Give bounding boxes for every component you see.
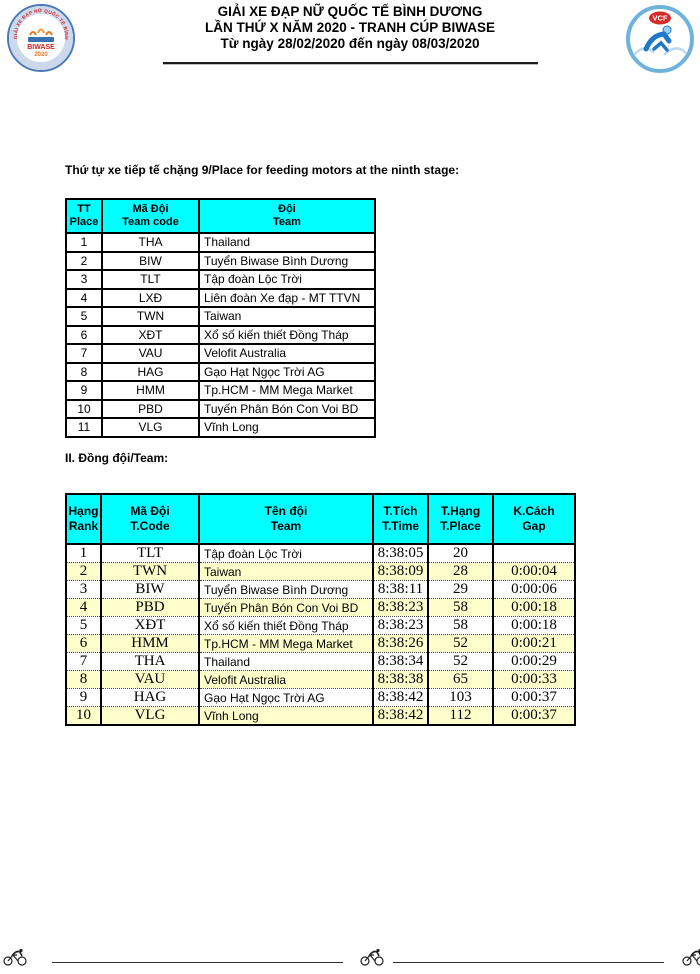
cell-team-name: Tp.HCM - MM Mega Market: [199, 635, 373, 653]
cell-gap: 0:00:37: [493, 689, 575, 707]
feeding-order-table: [65, 198, 376, 438]
cell-rank: 9: [66, 689, 101, 707]
cell-gap: 0:00:06: [493, 581, 575, 599]
cell-team-name: Tập đoàn Lộc Trời: [199, 270, 375, 289]
table-row: [66, 617, 575, 635]
cell-total-time: 8:38:09: [373, 563, 428, 581]
cell-team-code: VLG: [102, 418, 199, 437]
cell-total-time: 8:38:11: [373, 581, 428, 599]
cell-gap: 0:00:21: [493, 635, 575, 653]
cell-place: 11: [66, 418, 102, 437]
cell-rank: 3: [66, 581, 101, 599]
section1-title: Thứ tự xe tiếp tế chặng 9/Place for feeding motors at the ninth stage:: [65, 163, 460, 177]
cyclist-icon: [3, 948, 27, 966]
cell-team-name: Velofit Australia: [199, 671, 373, 689]
cell-total-time: 8:38:05: [373, 544, 428, 563]
cell-team-code: TLT: [102, 270, 199, 289]
cell-rank: 6: [66, 635, 101, 653]
cell-team-code: XĐT: [101, 617, 199, 635]
cell-team-name: Gạo Hạt Ngọc Trời AG: [199, 363, 375, 382]
cell-team-code: TLT: [101, 544, 199, 563]
cell-place: 10: [66, 400, 102, 419]
footer-line: [52, 962, 343, 963]
cell-total-time: 8:38:34: [373, 653, 428, 671]
table-row: [66, 563, 575, 581]
event-title-line-1: GIẢI XE ĐẠP NỮ QUỐC TẾ BÌNH DƯƠNG: [217, 4, 483, 19]
cell-team-code: VAU: [102, 344, 199, 363]
table-row: [66, 326, 375, 345]
table-row: [66, 671, 575, 689]
column-header-total-time: [373, 494, 428, 544]
cell-team-name: Liên đoàn Xe đạp - MT TTVN: [199, 289, 375, 308]
cell-team-name: Velofit Australia: [199, 344, 375, 363]
cell-rank: 2: [66, 563, 101, 581]
column-header-team-code: [101, 494, 199, 544]
column-header-line: Mã Đội: [130, 504, 170, 518]
column-header-line: Place: [69, 216, 99, 228]
table-row: [66, 599, 575, 617]
cell-total-time: 8:38:38: [373, 671, 428, 689]
cell-team-code: PBD: [102, 400, 199, 419]
column-header-line: T.Time: [381, 519, 420, 533]
cell-team-code: LXĐ: [102, 289, 199, 308]
cell-rank: 8: [66, 671, 101, 689]
vcf-logo-icon: [624, 3, 696, 75]
column-header-line: T.Place: [440, 519, 481, 533]
cell-team-code: XĐT: [102, 326, 199, 345]
cell-place: 2: [66, 252, 102, 271]
event-title-line-2: LẦN THỨ X NĂM 2020 - TRANH CÚP BIWASE: [205, 20, 495, 35]
column-header-line: Team: [273, 216, 301, 228]
table-row: [66, 544, 575, 563]
vcf-label-text: VCF: [652, 13, 668, 23]
column-header-rank: [66, 494, 101, 544]
table-row: [66, 689, 575, 707]
cell-total-place: 103: [428, 689, 493, 707]
cell-rank: 10: [66, 707, 101, 726]
cell-team-name: Tập đoàn Lộc Trời: [199, 544, 373, 563]
cell-total-time: 8:38:23: [373, 599, 428, 617]
cell-place: 8: [66, 363, 102, 382]
cell-place: 1: [66, 233, 102, 252]
cell-total-place: 29: [428, 581, 493, 599]
cell-rank: 7: [66, 653, 101, 671]
cell-team-name: Thailand: [199, 233, 375, 252]
cell-rank: 1: [66, 544, 101, 563]
cell-total-time: 8:38:42: [373, 689, 428, 707]
table-row: [66, 581, 575, 599]
column-header-line: Team code: [122, 216, 179, 228]
cell-place: 4: [66, 289, 102, 308]
team-standings-table-body: [66, 544, 575, 725]
table-row: [66, 270, 375, 289]
cell-team-name: Vĩnh Long: [199, 418, 375, 437]
column-header-line: T.Tích: [383, 504, 418, 518]
cell-team-name: Taiwan: [199, 563, 373, 581]
team-standings-table: [65, 493, 576, 726]
column-header-total-place: [428, 494, 493, 544]
column-header-team: [199, 199, 375, 233]
column-header-line: TT: [77, 203, 91, 215]
cell-team-name: Xổ số kiến thiết Đồng Tháp: [199, 617, 373, 635]
cell-team-code: HAG: [102, 363, 199, 382]
column-header-line: T.Hạng: [440, 504, 481, 518]
cell-total-place: 20: [428, 544, 493, 563]
column-header-line: T.Code: [130, 519, 170, 533]
cell-team-code: PBD: [101, 599, 199, 617]
table-row: [66, 400, 375, 419]
cell-gap: 0:00:18: [493, 599, 575, 617]
column-header-line: K.Cách: [513, 504, 555, 518]
column-header-line: Gap: [522, 519, 546, 533]
cell-total-place: 28: [428, 563, 493, 581]
table-row: [66, 381, 375, 400]
vcf-federation-logo: [624, 3, 696, 75]
cell-team-code: HMM: [102, 381, 199, 400]
cell-team-code: VLG: [101, 707, 199, 726]
cell-team-name: Tuyến Phân Bón Con Voi BD: [199, 599, 373, 617]
cell-team-code: BIW: [102, 252, 199, 271]
cell-team-code: HMM: [101, 635, 199, 653]
cell-team-name: Thailand: [199, 653, 373, 671]
column-header-line: Tên đội: [264, 504, 308, 518]
cell-team-name: Tuyển Biwase Bình Dương: [199, 252, 375, 271]
section2-title: II. Đồng đội/Team:: [65, 451, 169, 465]
cell-team-code: THA: [101, 653, 199, 671]
cell-team-code: TWN: [101, 563, 199, 581]
feeding-order-table-body: [66, 233, 375, 437]
table-row: [66, 363, 375, 382]
header-divider: [163, 62, 538, 64]
cell-rank: 4: [66, 599, 101, 617]
column-header-team-name: [199, 494, 373, 544]
cell-total-place: 52: [428, 653, 493, 671]
cell-gap: 0:00:18: [493, 617, 575, 635]
table-row: [66, 418, 375, 437]
table-row: [66, 307, 375, 326]
biwase-year-text: 2020: [34, 52, 48, 58]
cell-rank: 5: [66, 617, 101, 635]
cell-total-time: 8:38:42: [373, 707, 428, 726]
table-row: [66, 252, 375, 271]
column-header-line: Rank: [68, 519, 99, 533]
cell-gap: [493, 544, 575, 563]
cell-team-name: Xổ số kiến thiết Đồng Tháp: [199, 326, 375, 345]
column-header-line: Đội: [278, 203, 296, 215]
column-header-gap: [493, 494, 575, 544]
biwase-brand-text: BIWASE: [27, 44, 55, 51]
cell-total-place: 58: [428, 617, 493, 635]
cell-team-name: Taiwan: [199, 307, 375, 326]
cell-team-name: Tuyển Biwase Bình Dương: [199, 581, 373, 599]
biwase-logo-icon: [6, 3, 76, 73]
footer-line: [393, 962, 664, 963]
table-row: [66, 344, 375, 363]
column-header-line: Team: [270, 519, 302, 533]
column-header-line: Mã Đội: [132, 203, 169, 215]
cell-team-name: Tp.HCM - MM Mega Market: [199, 381, 375, 400]
cell-total-time: 8:38:23: [373, 617, 428, 635]
biwase-tournament-logo: [6, 3, 76, 73]
cell-gap: 0:00:37: [493, 707, 575, 726]
feeding-order-table-header: [66, 199, 375, 233]
cell-team-code: BIW: [101, 581, 199, 599]
cell-total-place: 58: [428, 599, 493, 617]
column-header-place: [66, 199, 102, 233]
cell-gap: 0:00:29: [493, 653, 575, 671]
table-row: [66, 289, 375, 308]
cell-total-place: 112: [428, 707, 493, 726]
event-title: [90, 4, 610, 52]
team-standings-table-header: [66, 494, 575, 544]
cell-team-code: HAG: [101, 689, 199, 707]
cell-place: 7: [66, 344, 102, 363]
cell-place: 5: [66, 307, 102, 326]
column-header-team-code: [102, 199, 199, 233]
table-row: [66, 635, 575, 653]
biwase-ring-text: GIẢI XE ĐẠP NỮ QUỐC TẾ BÌNH: [12, 8, 70, 41]
column-header-line: Hạng: [68, 504, 99, 518]
cell-team-name: Tuyến Phân Bón Con Voi BD: [199, 400, 375, 419]
table-row: [66, 233, 375, 252]
cell-place: 9: [66, 381, 102, 400]
table-row: [66, 653, 575, 671]
cyclist-icon: [682, 948, 700, 966]
cell-place: 3: [66, 270, 102, 289]
cell-team-code: THA: [102, 233, 199, 252]
cyclist-icon: [360, 948, 384, 966]
table-row: [66, 707, 575, 726]
cell-gap: 0:00:33: [493, 671, 575, 689]
cell-total-place: 65: [428, 671, 493, 689]
event-title-line-3: Từ ngày 28/02/2020 đến ngày 08/03/2020: [220, 36, 480, 51]
cell-total-time: 8:38:26: [373, 635, 428, 653]
cell-team-code: TWN: [102, 307, 199, 326]
cell-team-name: Gạo Hạt Ngọc Trời AG: [199, 689, 373, 707]
cell-place: 6: [66, 326, 102, 345]
cell-total-place: 52: [428, 635, 493, 653]
cell-team-name: Vĩnh Long: [199, 707, 373, 726]
cell-gap: 0:00:04: [493, 563, 575, 581]
cell-team-code: VAU: [101, 671, 199, 689]
